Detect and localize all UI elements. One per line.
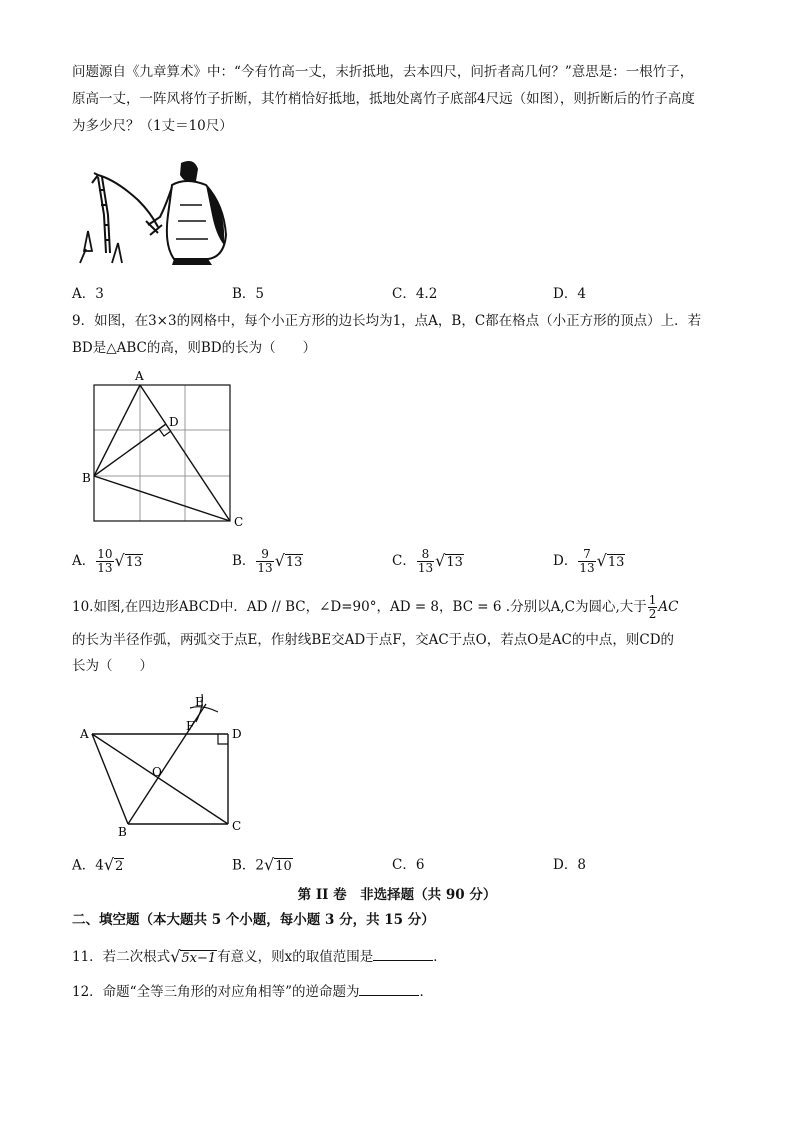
section-heading: 二、填空题（本大题共 5 个小题，每小题 3 分，共 15 分） xyxy=(72,912,435,928)
bamboo-scholar-illustration xyxy=(76,155,236,267)
q10-line-2: 的长为半径作弧，两弧交于点E，作射线BE交AD于点F，交AC于点O，若点O是AC的中点，则CD的 xyxy=(72,632,675,648)
q11-line: 11．若二次根式√5x−1有意义，则x的取值范围是 ． xyxy=(72,946,447,966)
q10-line-1: 10.如图,在四边形ABCD中．AD // BC，∠D=90°，AD = 8，BC = 6 .分别以A,C为圆心,大于 $\frac{1}{2}$ AC xyxy=(72,593,679,621)
label-f: F xyxy=(186,719,195,733)
q10-line-3: 长为（ ） xyxy=(72,658,153,674)
q9-option-b: B． $\frac{9}{13}$ √13 xyxy=(232,547,303,575)
q9-line-1: 9．如图，在3×3的网格中，每个小正方形的边长均为1，点A，B，C都在格点（小正方形的顶点）上．若 xyxy=(72,313,702,329)
q9-grid-figure xyxy=(78,366,248,532)
q8-line-2: 原高一丈，一阵风将竹子折断，其竹梢恰好抵地，抵地处离竹子底部4尺远（如图），则折断后的竹子高度 xyxy=(72,91,695,107)
label-d: D xyxy=(232,727,242,741)
label-b: B xyxy=(118,825,127,838)
section-title: 第 II 卷 非选择题（共 90 分） xyxy=(297,887,497,903)
q8-option-b: B．5 xyxy=(232,286,265,302)
q10-quadrilateral-figure xyxy=(78,690,258,838)
q8-line-1: 问题源自《九章算术》中：“今有竹高一丈，末折抵地，去本四尺，问折者高几何？”意思是：一根竹子， xyxy=(72,64,694,80)
bamboo-stalk xyxy=(92,173,158,253)
label-b: B xyxy=(82,471,91,485)
q9-option-d: D． $\frac{7}{13}$ √13 xyxy=(553,547,625,575)
scholar-figure xyxy=(146,161,226,265)
label-c: C xyxy=(232,819,242,833)
label-a: A xyxy=(135,369,144,383)
q12-line: 12．命题“全等三角形的对应角相等”的逆命题为 ． xyxy=(72,981,433,1002)
label-o: O xyxy=(152,765,162,779)
q10-option-d: D．8 xyxy=(553,857,586,873)
q10-option-b: B．2√10 xyxy=(232,855,292,874)
quadrilateral-abcd xyxy=(92,694,228,824)
q8-option-a: A．3 xyxy=(72,286,104,302)
q9-option-a: A． $\frac{10}{13}$ √13 xyxy=(72,547,143,575)
diagonal-ac xyxy=(92,734,228,824)
q9-option-c: C． $\frac{8}{13}$ √13 xyxy=(392,547,463,575)
q9-line-2: BD是△ABC的高，则BD的长为（ ） xyxy=(72,340,317,356)
triangle-abc xyxy=(94,385,230,521)
q11-answer-blank xyxy=(373,946,433,961)
label-d: D xyxy=(169,415,179,429)
q10-option-c: C．6 xyxy=(392,857,425,873)
q12-answer-blank xyxy=(359,981,419,996)
label-c: C xyxy=(234,515,244,529)
q8-option-d: D．4 xyxy=(553,286,586,302)
q8-option-c: C．4.2 xyxy=(392,286,438,302)
grid-lines xyxy=(94,385,230,521)
label-e: E xyxy=(195,695,204,709)
q10-option-a: A．4√2 xyxy=(72,855,124,874)
altitude-bd xyxy=(94,424,166,476)
q8-line-3: 为多少尺？（1丈＝10尺） xyxy=(72,118,233,134)
label-a: A xyxy=(80,727,89,741)
